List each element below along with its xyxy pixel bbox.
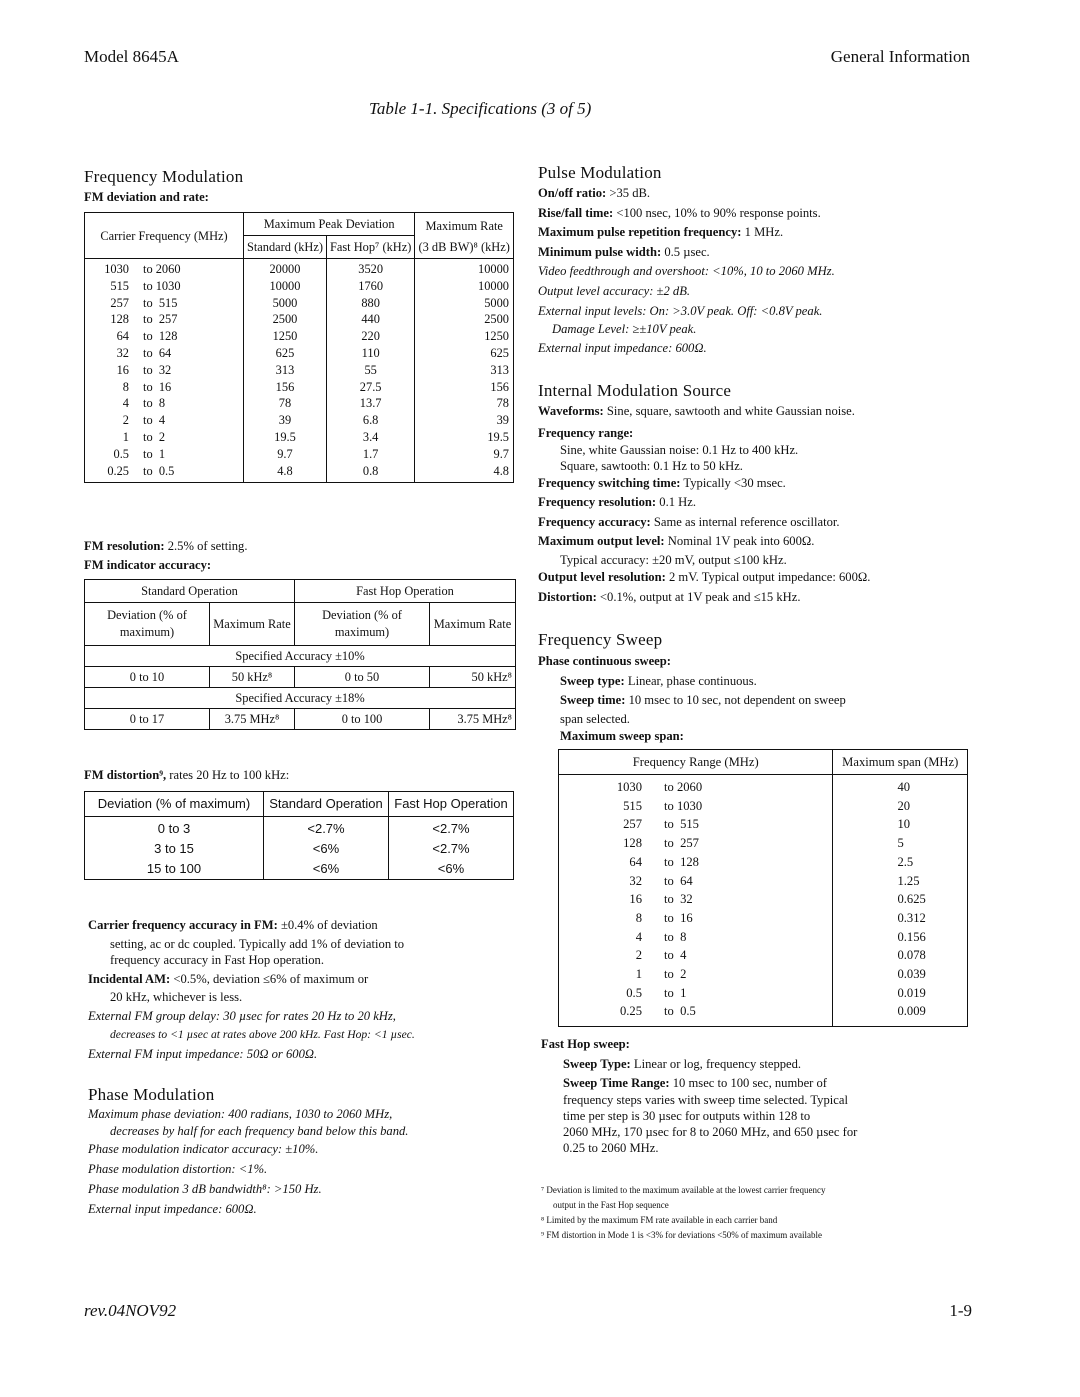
incidental-am-2: 20 kHz, whichever is less. <box>110 990 243 1005</box>
fm-cell-standard: 4.8 <box>244 463 327 483</box>
dist-table-row <box>85 817 514 840</box>
sweep-cell-range <box>559 853 833 872</box>
output-res-label: Output level resolution: <box>538 569 666 584</box>
pm-notes <box>88 1105 408 1219</box>
fasthop-range-4: 2060 MHz, 170 µsec for 8 to 2060 MHz, and 650 µsec for <box>563 1125 858 1140</box>
fm-distortion-label: FM distortion⁹, <box>84 768 167 782</box>
carrier-lo: 32 <box>116 345 129 360</box>
col-3db-bw: (3 dB BW)⁸ (kHz) <box>415 236 514 259</box>
sweep-table-row <box>559 815 968 834</box>
typical-accuracy: Typical accuracy: ±20 mV, output ≤100 kHz. <box>560 552 787 567</box>
footnote-7: ⁷ Deviation is limited to the maximum available at the lowest carrier frequency <box>541 1185 826 1195</box>
fasthop-notes <box>541 1035 857 1156</box>
sweep-cell-range <box>559 834 833 853</box>
dist-cell-fasthop: <2.7% <box>389 817 514 840</box>
fm-table-row <box>85 311 514 328</box>
fm-cell-standard: 39 <box>244 412 327 429</box>
rise-label: Rise/fall time: <box>538 205 614 220</box>
max-output-label: Maximum output level: <box>538 534 665 549</box>
fm-cell-rate: 2500 <box>415 311 514 328</box>
sweep-cell-span: 2.5 <box>833 853 968 872</box>
carrier-hi: to 8 <box>143 396 166 411</box>
range-lo: 2 <box>635 948 642 963</box>
range-hi: to 257 <box>664 836 699 851</box>
fm-cell-fasthop: 3.4 <box>326 429 414 446</box>
output-res-value: 2 mV. Typical output impedance: 600Ω. <box>668 569 871 584</box>
dist-cell-fasthop: <6% <box>389 859 514 880</box>
dist-table-row <box>85 839 514 859</box>
minw-value: 0.5 µsec. <box>664 244 710 259</box>
sweep-cell-range <box>559 797 833 816</box>
sweep-cell-range <box>559 946 833 965</box>
ind-row2-dev: 0 to 17 <box>85 709 210 730</box>
sweep-table-row <box>559 797 968 816</box>
pulse-notes <box>538 184 835 359</box>
fm-indicator-label: FM indicator accuracy: <box>84 558 212 572</box>
spec-accuracy-2: Specified Accuracy ±18% <box>85 688 516 709</box>
fm-cell-carrier <box>85 259 244 278</box>
carrier-accuracy-1: ±0.4% of deviation <box>280 918 378 932</box>
fm-cell-carrier <box>85 278 244 295</box>
fm-table-row <box>85 412 514 429</box>
pulse-ext-impedance: External input impedance: 600Ω. <box>538 341 707 356</box>
sweep-notes <box>538 652 846 746</box>
waveforms-value: Sine, square, sawtooth and white Gaussian noise. <box>606 404 855 418</box>
dist-cell-deviation: 15 to 100 <box>146 861 202 876</box>
fm-table-row <box>85 278 514 295</box>
header-model: Model 8645A <box>84 47 179 66</box>
fm-cell-rate: 78 <box>415 395 514 412</box>
deviation-header-std: Deviation (% of maximum) <box>85 603 210 646</box>
fm-indicator-table <box>84 579 516 730</box>
sweep-type-value: Linear, phase continuous. <box>627 673 757 688</box>
fm-cell-carrier <box>85 379 244 396</box>
fm-cell-standard: 19.5 <box>244 429 327 446</box>
fm-table-row <box>85 328 514 345</box>
sweep-time-value: 10 msec to 10 sec, not dependent on sweep <box>628 693 846 708</box>
sweep-span-table <box>558 749 968 1027</box>
fm-resolution <box>84 537 248 557</box>
pm-section-title: Phase Modulation <box>88 1085 215 1104</box>
max-sweep-span-label: Maximum sweep span: <box>560 728 684 743</box>
fm-cell-carrier <box>85 328 244 345</box>
fm-table-row <box>85 345 514 362</box>
fm-cell-fasthop: 880 <box>326 295 414 312</box>
range-hi: to 4 <box>664 948 687 963</box>
sweep-time-value-2: span selected. <box>560 711 630 726</box>
fm-cell-fasthop: 1.7 <box>326 446 414 463</box>
fm-cell-standard: 9.7 <box>244 446 327 463</box>
fasthop-type-label: Sweep Type: <box>563 1056 631 1071</box>
ind-row1-fastrate: 50 kHz⁸ <box>430 667 516 688</box>
ind-row1-rate: 50 kHz⁸ <box>210 667 295 688</box>
range-lo: 515 <box>623 798 642 813</box>
fasthop-label: Fast Hop sweep: <box>541 1037 630 1051</box>
carrier-hi: to 2 <box>143 429 166 444</box>
sweep-cell-span: 20 <box>833 797 968 816</box>
footnote-9: ⁹ FM distortion in Mode 1 is <3% for deviations <50% of maximum available <box>541 1230 823 1240</box>
fm-cell-fasthop: 13.7 <box>326 395 414 412</box>
fm-cell-rate: 10000 <box>415 259 514 278</box>
fm-cell-standard: 625 <box>244 345 327 362</box>
fm-cell-fasthop: 55 <box>326 362 414 379</box>
footnote-7-cont: output in the Fast Hop sequence <box>553 1200 669 1210</box>
range-hi: to 8 <box>664 929 687 944</box>
incidental-am-label: Incidental AM: <box>88 971 171 986</box>
sweep-table-row <box>559 1002 968 1026</box>
damage-level: Damage Level: ≥±10V peak. <box>552 322 697 337</box>
sweep-table-row <box>559 890 968 909</box>
carrier-hi: to 0.5 <box>143 463 175 478</box>
fasthop-range-label: Sweep Time Range: <box>563 1076 670 1091</box>
dist-cell-deviation: 3 to 15 <box>154 841 194 856</box>
fasthop-type-value: Linear or log, frequency stepped. <box>633 1056 802 1071</box>
fasthop-range-5: 0.25 to 2060 MHz. <box>563 1141 659 1156</box>
carrier-hi: to 257 <box>143 312 178 327</box>
rise-value: <100 nsec, 10% to 90% response points. <box>616 205 821 220</box>
range-lo: 16 <box>629 892 642 907</box>
fm-cell-fasthop: 6.8 <box>326 412 414 429</box>
fm-cell-standard: 10000 <box>244 278 327 295</box>
sweep-cell-span: 0.156 <box>833 928 968 947</box>
sweep-cell-range <box>559 775 833 797</box>
fm-table-row <box>85 379 514 396</box>
fm-cell-carrier <box>85 395 244 412</box>
switching-value: Typically <30 msec. <box>683 475 786 490</box>
fm-cell-fasthop: 3520 <box>326 259 414 278</box>
fm-table-row <box>85 446 514 463</box>
carrier-hi: to 4 <box>143 413 166 428</box>
carrier-accuracy-2: setting, ac or dc coupled. Typically add 1% of deviation to <box>110 936 405 951</box>
pm-max-deviation: Maximum phase deviation: 400 radians, 1030 to 2060 MHz, <box>88 1107 393 1121</box>
carrier-lo: 257 <box>110 295 129 310</box>
phase-continuous-label: Phase continuous sweep: <box>538 654 671 668</box>
dist-table-row <box>85 859 514 880</box>
col-max-peak-deviation: Maximum Peak Deviation <box>244 213 415 236</box>
range-hi: to 515 <box>664 817 699 832</box>
fm-cell-standard: 1250 <box>244 328 327 345</box>
sweep-cell-range <box>559 815 833 834</box>
fm-cell-rate: 156 <box>415 379 514 396</box>
fm-table-row <box>85 463 514 483</box>
range-lo: 0.5 <box>626 985 642 1000</box>
range-hi: to 1030 <box>664 798 703 813</box>
sweep-cell-range <box>559 965 833 984</box>
sweep-time-label: Sweep time: <box>560 693 626 708</box>
pm-bandwidth: Phase modulation 3 dB bandwidth⁸: >150 Hz. <box>88 1182 322 1196</box>
fm-cell-standard: 20000 <box>244 259 327 278</box>
fm-cell-carrier <box>85 362 244 379</box>
sweep-cell-range <box>559 1002 833 1026</box>
incidental-am-1: <0.5%, deviation ≤6% of maximum or <box>173 971 369 986</box>
dist-cell-standard: <2.7% <box>264 817 389 840</box>
range-lo: 4 <box>635 929 642 944</box>
fm-cell-fasthop: 1760 <box>326 278 414 295</box>
range-lo: 257 <box>623 817 642 832</box>
range-hi: to 2 <box>664 967 687 982</box>
fm-notes <box>88 916 518 1064</box>
ims-distortion-label: Distortion: <box>538 589 597 604</box>
sweep-table-row <box>559 834 968 853</box>
fm-table-row <box>85 362 514 379</box>
dist-cell-deviation: 0 to 3 <box>157 821 191 836</box>
freq-res-label: Frequency resolution: <box>538 495 657 510</box>
fm-cell-carrier <box>85 412 244 429</box>
range-lo: 32 <box>629 873 642 888</box>
range-hi: to 2060 <box>664 780 703 794</box>
carrier-lo: 0.5 <box>113 446 129 461</box>
waveforms-label: Waveforms: <box>538 404 604 418</box>
fm-cell-rate: 10000 <box>415 278 514 295</box>
col-standard: Standard (kHz) <box>244 236 327 259</box>
sweep-cell-span: 40 <box>833 775 968 797</box>
fm-cell-rate: 5000 <box>415 295 514 312</box>
range-hi: to 64 <box>664 873 693 888</box>
sweep-cell-span: 1.25 <box>833 872 968 891</box>
range-lo: 128 <box>623 836 642 851</box>
sweep-cell-span: 5 <box>833 834 968 853</box>
carrier-hi: to 1 <box>143 446 166 461</box>
sweep-table-row <box>559 872 968 891</box>
dist-cell-standard: <6% <box>264 859 389 880</box>
ind-row2-fastrate: 3.75 MHz⁸ <box>430 709 516 730</box>
deviation-header-fast: Deviation (% of maximum) <box>295 603 430 646</box>
carrier-lo: 1 <box>122 429 129 444</box>
fm-cell-rate: 313 <box>415 362 514 379</box>
ims-notes <box>538 402 870 607</box>
fm-distortion <box>84 766 289 786</box>
sweep-cell-span: 0.078 <box>833 946 968 965</box>
video-feedthrough: Video feedthrough and overshoot: <10%, 10 to 2060 MHz. <box>538 264 835 279</box>
fm-cell-carrier <box>85 345 244 362</box>
ind-row1-dev: 0 to 10 <box>85 667 210 688</box>
fm-cell-rate: 4.8 <box>415 463 514 483</box>
col-maximum-rate: Maximum Rate <box>415 213 514 236</box>
fm-cell-fasthop: 440 <box>326 311 414 328</box>
freq-acc-label: Frequency accuracy: <box>538 514 651 529</box>
carrier-hi: to 64 <box>143 345 172 360</box>
fm-cell-carrier <box>85 463 244 483</box>
group-delay-2: decreases to <1 µsec at rates above 200 kHz. Fast Hop: <1 µsec. <box>110 1027 415 1041</box>
sweep-cell-range <box>559 872 833 891</box>
minw-label: Minimum pulse width: <box>538 244 662 259</box>
range-lo: 1030 <box>616 780 642 794</box>
fasthop-range-1: 10 msec to 100 sec, number of <box>672 1076 827 1091</box>
carrier-lo: 515 <box>110 278 129 293</box>
header-section: General Information <box>830 47 970 66</box>
sweep-col-frequency: Frequency Range (MHz) <box>559 750 833 775</box>
carrier-accuracy-3: frequency accuracy in Fast Hop operation. <box>110 952 325 967</box>
fm-cell-rate: 625 <box>415 345 514 362</box>
group-delay-1: External FM group delay: 30 µsec for rates 20 Hz to 20 kHz, <box>88 1009 396 1024</box>
fm-cell-fasthop: 110 <box>326 345 414 362</box>
switching-label: Frequency switching time: <box>538 475 681 490</box>
carrier-hi: to 16 <box>143 379 172 394</box>
ext-fm-impedance: External FM input impedance: 50Ω or 600Ω. <box>88 1046 318 1061</box>
freq-range-label: Frequency range: <box>538 425 634 440</box>
sweep-cell-range <box>559 928 833 947</box>
maxrate-header-std: Maximum Rate <box>210 603 295 646</box>
ind-row1-fastdev: 0 to 50 <box>295 667 430 688</box>
pulse-section-title: Pulse Modulation <box>538 163 662 182</box>
carrier-hi: to 1030 <box>143 278 181 293</box>
fm-cell-standard: 2500 <box>244 311 327 328</box>
dist-col-deviation: Deviation (% of maximum) <box>85 792 264 817</box>
range-lo: 8 <box>635 910 642 925</box>
sweep-cell-span: 0.312 <box>833 909 968 928</box>
fm-cell-carrier <box>85 429 244 446</box>
fm-cell-standard: 5000 <box>244 295 327 312</box>
footnotes <box>541 1183 826 1243</box>
fm-cell-rate: 9.7 <box>415 446 514 463</box>
fm-cell-fasthop: 0.8 <box>326 463 414 483</box>
fm-table-row <box>85 295 514 312</box>
maxrep-label: Maximum pulse repetition frequency: <box>538 225 742 240</box>
carrier-lo: 8 <box>122 379 129 394</box>
dist-cell-standard: <6% <box>264 839 389 859</box>
fm-cell-fasthop: 27.5 <box>326 379 414 396</box>
range-lo: 0.25 <box>619 1004 642 1019</box>
carrier-lo: 2 <box>122 413 129 428</box>
carrier-accuracy-label: Carrier frequency accuracy in FM: <box>88 918 278 932</box>
carrier-lo: 64 <box>116 329 129 344</box>
fm-distortion-table <box>84 791 514 880</box>
sweep-section-title: Frequency Sweep <box>538 630 663 649</box>
pm-distortion: Phase modulation distortion: <1%. <box>88 1162 268 1176</box>
fm-cell-carrier <box>85 295 244 312</box>
std-operation-header: Standard Operation <box>85 580 295 603</box>
range-hi: to 128 <box>664 854 699 869</box>
footer-page-number: 1-9 <box>949 1301 972 1320</box>
output-level-accuracy: Output level accuracy: ±2 dB. <box>538 283 691 298</box>
pm-indicator-accuracy: Phase modulation indicator accuracy: ±10%. <box>88 1142 319 1156</box>
fm-resolution-value: 2.5% of setting. <box>167 539 248 553</box>
onoff-value: >35 dB. <box>609 186 651 200</box>
ind-row2-rate: 3.75 MHz⁸ <box>210 709 295 730</box>
fm-section-title: Frequency Modulation <box>84 167 244 186</box>
sweep-table-row <box>559 965 968 984</box>
col-fast-hop: Fast Hop⁷ (kHz) <box>326 236 414 259</box>
dist-col-fasthop: Fast Hop Operation <box>389 792 514 817</box>
footer-revision: rev.04NOV92 <box>84 1301 177 1320</box>
sweep-cell-span: 10 <box>833 815 968 834</box>
range-lo: 64 <box>629 854 642 869</box>
fm-resolution-label: FM resolution: <box>84 539 165 553</box>
sweep-table-row <box>559 928 968 947</box>
ims-distortion-value: <0.1%, output at 1V peak and ≤15 kHz. <box>599 589 801 604</box>
fm-subtitle: FM deviation and rate: <box>84 190 209 204</box>
sweep-table-row <box>559 909 968 928</box>
ims-section-title: Internal Modulation Source <box>538 381 732 400</box>
sweep-cell-span: 0.019 <box>833 984 968 1003</box>
fast-operation-header: Fast Hop Operation <box>295 580 516 603</box>
footnote-8: ⁸ Limited by the maximum FM rate available in each carrier band <box>541 1215 778 1225</box>
sweep-cell-span: 0.039 <box>833 965 968 984</box>
freq-range-2: Square, sawtooth: 0.1 Hz to 50 kHz. <box>560 458 743 473</box>
sweep-type-label: Sweep type: <box>560 673 625 688</box>
dist-col-standard: Standard Operation <box>264 792 389 817</box>
carrier-lo: 1030 <box>104 262 129 276</box>
carrier-hi: to 128 <box>143 329 178 344</box>
maxrep-value: 1 MHz. <box>744 225 784 240</box>
sweep-cell-range <box>559 909 833 928</box>
onoff-label: On/off ratio: <box>538 186 607 200</box>
carrier-lo: 128 <box>110 312 129 327</box>
carrier-lo: 4 <box>122 396 129 411</box>
sweep-cell-span: 0.625 <box>833 890 968 909</box>
sweep-cell-range <box>559 984 833 1003</box>
sweep-table-row <box>559 946 968 965</box>
sweep-cell-range <box>559 890 833 909</box>
freq-acc-value: Same as internal reference oscillator. <box>653 514 840 529</box>
sweep-col-max-span: Maximum span (MHz) <box>833 750 968 775</box>
fm-cell-fasthop: 220 <box>326 328 414 345</box>
fm-cell-carrier <box>85 446 244 463</box>
fasthop-range-2: frequency steps varies with sweep time selected. Typical <box>563 1093 848 1108</box>
fm-cell-standard: 156 <box>244 379 327 396</box>
sweep-table-row <box>559 984 968 1003</box>
fm-cell-rate: 1250 <box>415 328 514 345</box>
dist-cell-fasthop: <2.7% <box>389 839 514 859</box>
max-output-value: Nominal 1V peak into 600Ω. <box>667 534 815 549</box>
fasthop-range-3: time per step is 30 µsec for outputs within 128 to <box>563 1109 811 1124</box>
carrier-lo: 16 <box>116 362 129 377</box>
freq-range-1: Sine, white Gaussian noise: 0.1 Hz to 400 kHz. <box>560 442 799 457</box>
fm-table-row <box>85 395 514 412</box>
spec-accuracy-1: Specified Accuracy ±10% <box>85 646 516 667</box>
range-hi: to 1 <box>664 985 687 1000</box>
ind-row2-fastdev: 0 to 100 <box>295 709 430 730</box>
range-hi: to 32 <box>664 892 693 907</box>
range-hi: to 16 <box>664 910 693 925</box>
fm-table-row <box>85 259 514 278</box>
carrier-lo: 0.25 <box>107 463 129 478</box>
sweep-cell-span: 0.009 <box>833 1002 968 1026</box>
fm-cell-rate: 19.5 <box>415 429 514 446</box>
fm-table-row <box>85 429 514 446</box>
freq-res-value: 0.1 Hz. <box>659 495 697 510</box>
table-title: Table 1-1. Specifications (3 of 5) <box>369 99 592 118</box>
pm-ext-impedance: External input impedance: 600Ω. <box>88 1202 257 1216</box>
range-hi: to 0.5 <box>664 1004 696 1019</box>
fm-cell-carrier <box>85 311 244 328</box>
fm-deviation-table <box>84 212 514 483</box>
maxrate-header-fast: Maximum Rate <box>430 603 516 646</box>
fm-distortion-value: rates 20 Hz to 100 kHz: <box>169 768 290 782</box>
sweep-table-row <box>559 853 968 872</box>
ext-input-levels: External input levels: On: >3.0V peak. Off: <0.8V peak. <box>538 303 823 318</box>
sweep-table-row <box>559 775 968 797</box>
carrier-hi: to 2060 <box>143 262 181 276</box>
range-lo: 1 <box>635 967 642 982</box>
pm-max-deviation-2: decreases by half for each frequency band below this band. <box>110 1124 409 1138</box>
col-carrier-frequency: Carrier Frequency (MHz) <box>85 213 244 259</box>
fm-cell-rate: 39 <box>415 412 514 429</box>
carrier-hi: to 32 <box>143 362 172 377</box>
carrier-hi: to 515 <box>143 295 178 310</box>
fm-cell-standard: 78 <box>244 395 327 412</box>
fm-cell-standard: 313 <box>244 362 327 379</box>
